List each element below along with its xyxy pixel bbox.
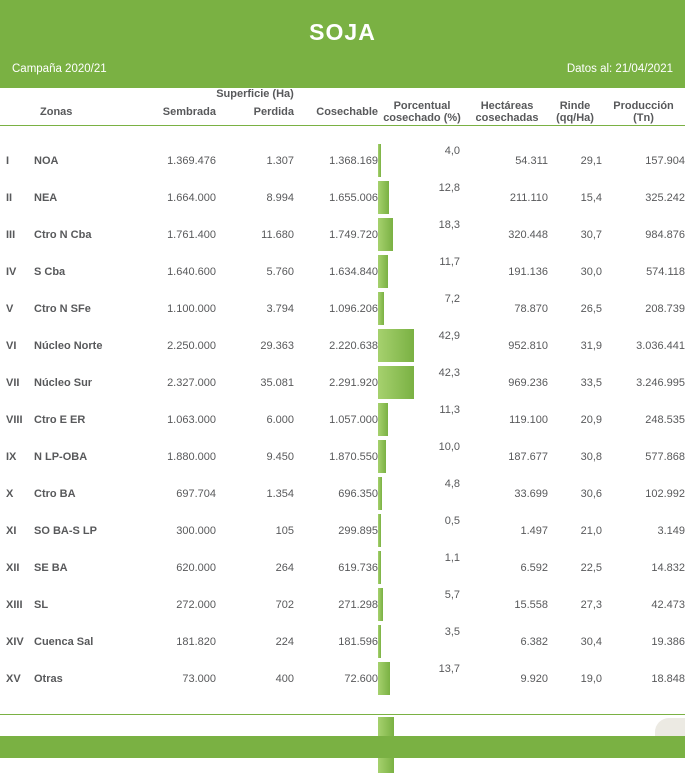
empty-cell (0, 88, 34, 100)
progress-bar (378, 366, 414, 399)
progress-bar (378, 514, 381, 547)
row-numeral: IX (6, 450, 17, 463)
row-perdida: 29.363 (260, 339, 294, 352)
row-zona: Ctro N Cba (34, 228, 92, 241)
row-perdida: 105 (275, 524, 294, 537)
row-numeral: XIV (6, 635, 24, 648)
row-cosechable: 1.057.000 (329, 413, 379, 426)
table-row (0, 438, 685, 475)
superficie-group-header: Superficie (Ha) (216, 88, 294, 100)
row-perdida: 702 (275, 598, 294, 611)
row-zona: NOA (34, 154, 59, 167)
row-perdida: 5.760 (266, 265, 294, 278)
col-header-porcentual (378, 100, 466, 124)
row-rinde: 27,3 (580, 598, 603, 611)
row-zona: Núcleo Norte (34, 339, 103, 352)
row-rinde: 31,9 (580, 339, 603, 352)
row-hectareas: 320.448 (508, 228, 549, 241)
row-sembrada: 697.704 (176, 487, 216, 500)
row-bar-cell (378, 364, 466, 401)
row-hectareas: 187.677 (508, 450, 549, 463)
bar-wrap (378, 549, 466, 586)
col-header-hectareas (466, 100, 548, 124)
progress-bar (378, 329, 414, 362)
data-date-label: Datos al: 21/04/2021 (566, 63, 673, 75)
row-numeral: VII (6, 376, 20, 389)
table-row (0, 586, 685, 623)
row-produccion: 19.386 (651, 635, 685, 648)
row-sembrada: 300.000 (176, 524, 216, 537)
table-row (0, 253, 685, 290)
bar-wrap (378, 660, 466, 697)
progress-bar (378, 144, 381, 177)
row-cosechable: 1.368.169 (329, 154, 379, 167)
empty-cell (34, 88, 132, 100)
row-zona: Ctro BA (34, 487, 76, 500)
bar-wrap (378, 475, 466, 512)
row-sembrada: 1.640.600 (167, 265, 216, 278)
row-perdida: 1.354 (266, 487, 294, 500)
bar-wrap (378, 364, 466, 401)
row-perdida: 6.000 (266, 413, 294, 426)
row-bar-cell (378, 327, 466, 364)
bar-wrap (378, 290, 466, 327)
row-cosechable: 1.096.206 (329, 302, 379, 315)
row-numeral: VIII (6, 413, 23, 426)
row-rinde: 26,5 (580, 302, 603, 315)
row-pct-value: 7,2 (444, 293, 461, 305)
row-pct-value: 4,8 (444, 478, 461, 490)
progress-bar (378, 403, 388, 436)
row-hectareas: 54.311 (515, 154, 549, 167)
row-cosechable: 271.298 (338, 598, 379, 611)
col-header-rinde-line1: Rinde (559, 100, 591, 112)
row-pct-value: 42,9 (438, 330, 461, 342)
page-title: SOJA (309, 19, 376, 45)
bar-wrap (378, 512, 466, 549)
row-hectareas: 33.699 (514, 487, 549, 500)
row-bar-cell (378, 216, 466, 253)
row-numeral: IV (6, 265, 17, 278)
row-numeral: III (6, 228, 16, 241)
row-pct-value: 18,3 (438, 219, 461, 231)
row-perdida: 35.081 (260, 376, 294, 389)
row-hectareas: 9.920 (520, 672, 549, 685)
row-sembrada: 1.063.000 (167, 413, 216, 426)
bar-wrap (378, 438, 466, 475)
row-rinde: 21,0 (580, 524, 603, 537)
spacer-cell (0, 126, 685, 143)
row-rinde: 33,5 (580, 376, 603, 389)
row-bar-cell (378, 253, 466, 290)
row-rinde: 15,4 (580, 191, 603, 204)
row-rinde: 30,6 (580, 487, 603, 500)
bar-wrap (378, 401, 466, 438)
row-bar-cell (378, 290, 466, 327)
row-hectareas: 969.236 (508, 376, 549, 389)
row-pct-value: 0,5 (444, 515, 461, 527)
col-header-numeral (0, 100, 34, 124)
table-row (0, 142, 685, 179)
row-pct-value: 12,8 (438, 182, 461, 194)
progress-bar (378, 181, 389, 214)
row-numeral: X (6, 487, 14, 500)
row-produccion: 574.118 (646, 265, 685, 278)
row-zona: S Cba (34, 265, 66, 278)
table-row (0, 401, 685, 438)
row-cosechable: 2.220.638 (329, 339, 379, 352)
row-rinde: 30,0 (580, 265, 603, 278)
row-sembrada: 1.880.000 (167, 450, 216, 463)
row-sembrada: 1.664.000 (167, 191, 216, 204)
empty-cell (378, 88, 466, 100)
row-sembrada: 620.000 (176, 561, 216, 574)
row-rinde: 30,7 (580, 228, 603, 241)
row-zona: Otras (34, 672, 63, 685)
table-row (0, 623, 685, 660)
row-bar-cell (378, 438, 466, 475)
row-produccion: 984.876 (645, 228, 685, 241)
row-hectareas: 211.110 (509, 191, 549, 204)
col-header-hectareas-line2: cosechadas (475, 112, 539, 124)
progress-bar (378, 292, 384, 325)
bar-wrap (378, 142, 466, 179)
row-zona: Ctro N SFe (34, 302, 91, 315)
row-perdida: 3.794 (266, 302, 294, 315)
table-head-group (0, 88, 685, 142)
row-hectareas: 6.592 (520, 561, 549, 574)
progress-bar (378, 477, 382, 510)
row-bar-cell (378, 586, 466, 623)
row-pct-value: 11,3 (439, 404, 461, 416)
table-row (0, 512, 685, 549)
row-zona: Cuenca Sal (34, 635, 94, 648)
footer-band (0, 736, 685, 758)
col-header-sembrada: Sembrada (162, 106, 216, 118)
row-pct-value: 5,7 (444, 589, 461, 601)
row-cosechable: 1.634.840 (329, 265, 379, 278)
row-sembrada: 2.250.000 (167, 339, 216, 352)
table-row (0, 364, 685, 401)
row-hectareas: 6.382 (520, 635, 549, 648)
row-perdida: 8.994 (266, 191, 294, 204)
table-row (0, 179, 685, 216)
table-row (0, 475, 685, 512)
progress-bar (378, 218, 393, 251)
row-pct-value: 13,7 (438, 663, 461, 675)
row-cosechable: 1.870.550 (329, 450, 379, 463)
progress-bar (378, 551, 381, 584)
row-hectareas: 952.810 (508, 339, 549, 352)
row-rinde: 20,9 (580, 413, 603, 426)
row-cosechable: 1.655.006 (329, 191, 379, 204)
progress-bar (378, 588, 383, 621)
col-header-rinde (548, 100, 602, 124)
row-cosechable: 696.350 (338, 487, 379, 500)
row-bar-cell (378, 475, 466, 512)
table-row (0, 327, 685, 364)
row-rinde: 29,1 (580, 154, 603, 167)
row-rinde: 19,0 (580, 672, 603, 685)
soja-table (0, 88, 685, 775)
header-spacer (0, 126, 685, 143)
row-sembrada: 181.820 (176, 635, 216, 648)
row-cosechable: 1.749.720 (329, 228, 379, 241)
row-produccion: 3.246.995 (636, 376, 685, 389)
row-hectareas: 119.100 (509, 413, 549, 426)
spacer-cell (0, 697, 685, 713)
bar-wrap (378, 623, 466, 660)
row-perdida: 264 (275, 561, 294, 574)
row-pct-value: 10,0 (438, 441, 461, 453)
row-sembrada: 2.327.000 (167, 376, 216, 389)
row-numeral: XII (6, 561, 20, 574)
row-hectareas: 1.497 (520, 524, 549, 537)
row-rinde: 30,8 (580, 450, 603, 463)
row-numeral: XIII (6, 598, 23, 611)
table-body (0, 142, 685, 697)
table-row (0, 216, 685, 253)
row-perdida: 224 (275, 635, 294, 648)
row-cosechable: 619.736 (338, 561, 379, 574)
empty-cell (548, 88, 602, 100)
row-numeral: XI (6, 524, 17, 537)
row-numeral: V (6, 302, 14, 315)
row-produccion: 3.036.441 (636, 339, 685, 352)
total-spacer (0, 697, 685, 713)
row-produccion: 3.149 (657, 524, 685, 537)
row-produccion: 42.473 (651, 598, 685, 611)
row-produccion: 325.242 (645, 191, 685, 204)
row-rinde: 22,5 (580, 561, 603, 574)
col-header-porcentual-line2: cosechado (%) (383, 112, 461, 124)
table-row (0, 290, 685, 327)
row-zona: SL (34, 598, 49, 611)
progress-bar (378, 625, 381, 658)
row-perdida: 1.307 (266, 154, 294, 167)
row-cosechable: 72.600 (344, 672, 379, 685)
row-produccion: 102.992 (645, 487, 685, 500)
footer-notch (655, 718, 685, 736)
superficie-group-row (0, 88, 685, 100)
row-cosechable: 181.596 (338, 635, 379, 648)
table-row (0, 549, 685, 586)
row-hectareas: 15.558 (514, 598, 549, 611)
row-pct-value: 42,3 (438, 367, 461, 379)
row-pct-value: 4,0 (444, 145, 461, 157)
row-sembrada: 1.100.000 (167, 302, 216, 315)
row-pct-value: 3,5 (444, 626, 461, 638)
row-zona: SE BA (34, 561, 68, 574)
table-row (0, 660, 685, 697)
row-zona: SO BA-S LP (34, 524, 97, 537)
progress-bar (378, 662, 390, 695)
table-header-row (0, 100, 685, 124)
row-produccion: 208.739 (645, 302, 685, 315)
row-zona: Ctro E ER (34, 413, 86, 426)
col-header-rinde-line2: (qq/Ha) (556, 112, 594, 124)
row-cosechable: 299.895 (338, 524, 379, 537)
row-sembrada: 1.369.476 (167, 154, 216, 167)
empty-cell (466, 88, 548, 100)
row-perdida: 11.680 (261, 228, 294, 241)
row-bar-cell (378, 401, 466, 438)
report-header (0, 0, 685, 88)
row-produccion: 577.868 (645, 450, 685, 463)
row-numeral: II (6, 191, 13, 204)
row-pct-value: 11,7 (439, 256, 461, 268)
row-bar-cell (378, 179, 466, 216)
col-header-hectareas-line1: Hectáreas (480, 100, 534, 112)
row-produccion: 18.848 (651, 672, 685, 685)
row-produccion: 157.904 (645, 154, 685, 167)
row-hectareas: 78.870 (514, 302, 549, 315)
row-zona: N LP-OBA (34, 450, 88, 463)
row-zona: Núcleo Sur (34, 376, 93, 389)
row-sembrada: 73.000 (182, 672, 216, 685)
col-header-zonas: Zonas (40, 106, 73, 118)
row-bar-cell (378, 660, 466, 697)
row-bar-cell (378, 512, 466, 549)
col-header-perdida: Perdida (253, 106, 294, 118)
row-cosechable: 2.291.920 (329, 376, 379, 389)
row-produccion: 248.535 (645, 413, 685, 426)
row-pct-value: 1,1 (444, 552, 461, 564)
campaign-label: Campaña 2020/21 (12, 63, 107, 75)
bar-wrap (378, 179, 466, 216)
row-numeral: XV (6, 672, 21, 685)
row-numeral: VI (6, 339, 17, 352)
bar-wrap (378, 253, 466, 290)
bar-wrap (378, 327, 466, 364)
row-bar-cell (378, 549, 466, 586)
row-rinde: 30,4 (580, 635, 603, 648)
col-header-produccion: Producción (Tn) (613, 100, 674, 124)
row-numeral: I (6, 154, 10, 167)
row-bar-cell (378, 623, 466, 660)
empty-cell (602, 88, 685, 100)
row-perdida: 9.450 (266, 450, 294, 463)
row-hectareas: 191.136 (508, 265, 549, 278)
row-sembrada: 272.000 (176, 598, 216, 611)
row-perdida: 400 (275, 672, 294, 685)
row-bar-cell (378, 142, 466, 179)
progress-bar (378, 255, 388, 288)
row-sembrada: 1.761.400 (167, 228, 216, 241)
bar-wrap (378, 216, 466, 253)
row-produccion: 14.832 (651, 561, 685, 574)
bar-wrap (378, 586, 466, 623)
col-header-porcentual-line1: Porcentual (393, 100, 451, 112)
col-header-cosechable: Cosechable (316, 106, 379, 118)
progress-bar (378, 440, 386, 473)
row-zona: NEA (34, 191, 58, 204)
